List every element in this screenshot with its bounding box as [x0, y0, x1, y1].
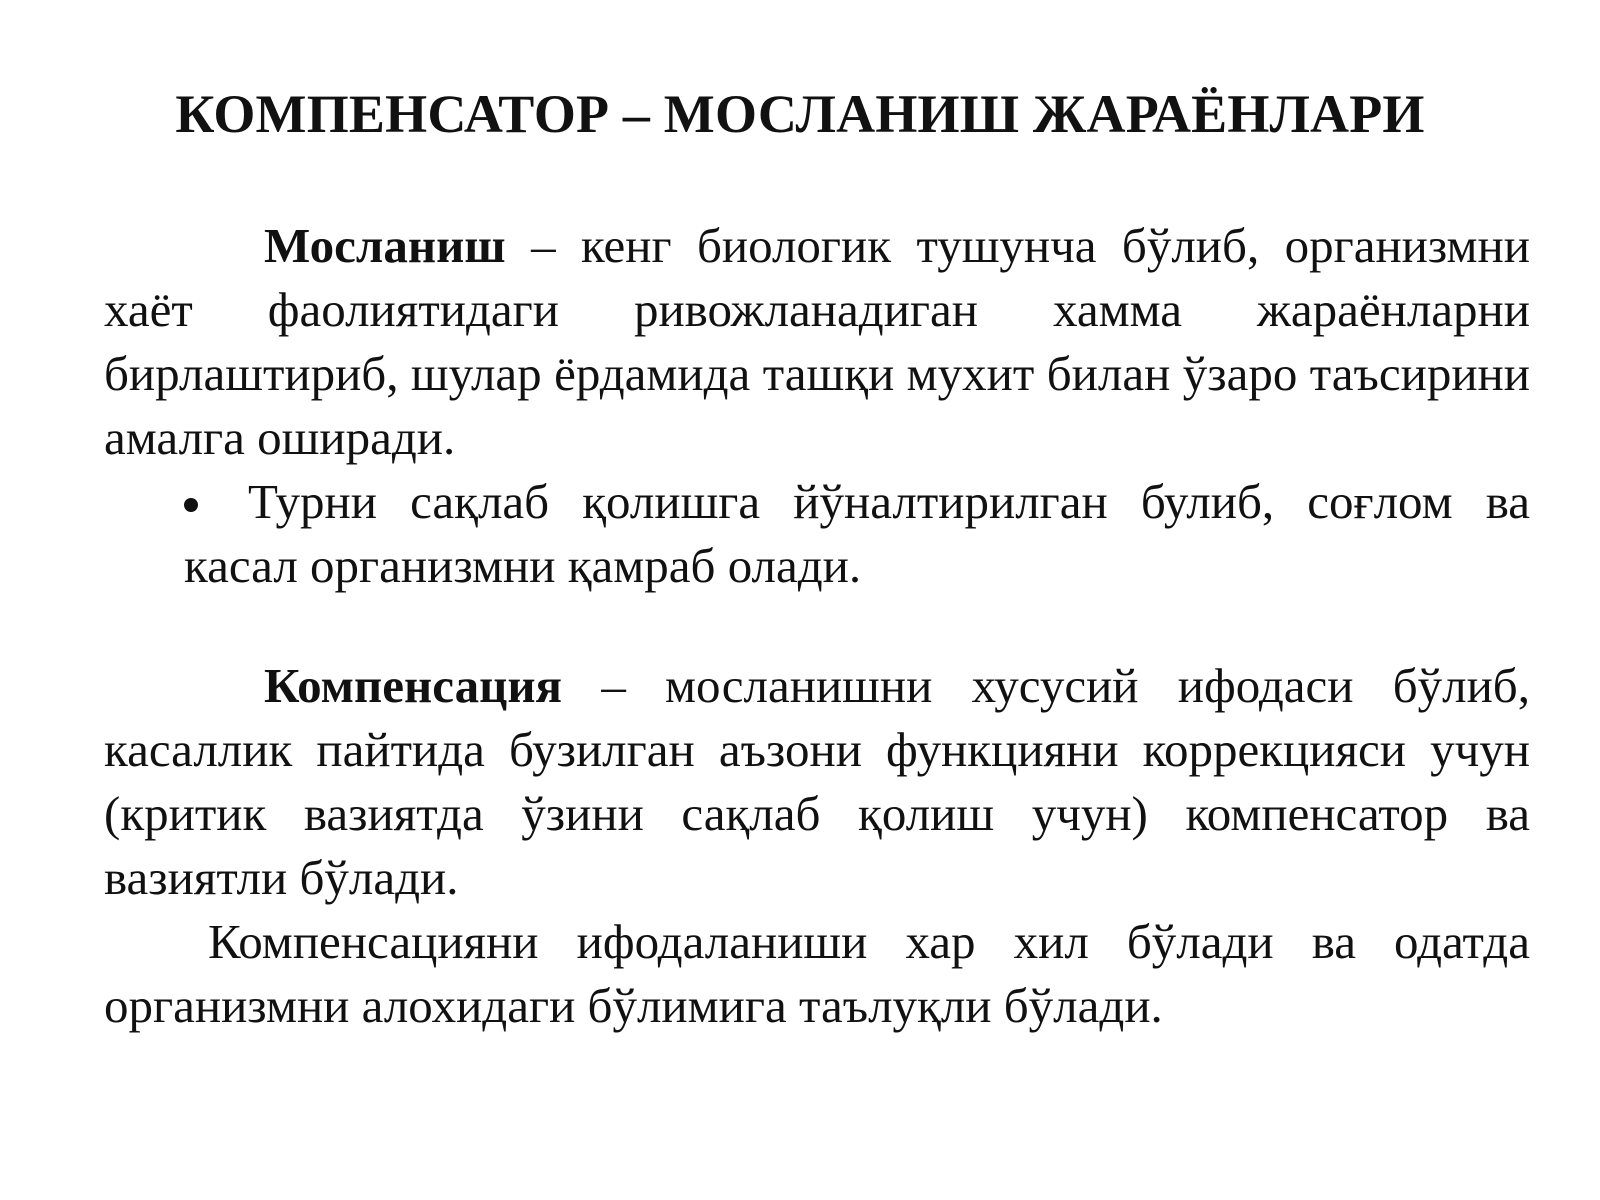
compensation-term: Компенсация: [264, 658, 563, 713]
list-item: [184, 470, 1530, 598]
bullet-text: Турни сақлаб қолишга йўналтирилган булиб, соғлом ва касал организмни қамраб олади.: [184, 474, 1530, 593]
adaptation-term: Мосланиш: [264, 218, 506, 273]
compensation-expression-paragraph: Компенсацияни ифодаланиши хар хил бўлади ва одатда организмни алохидаги бўлимига таълуқли бўлади.: [104, 914, 1530, 1033]
bullet-list: [184, 470, 1530, 598]
section-compensation: [104, 654, 1530, 1038]
section-adaptation: [104, 214, 1530, 470]
compensation-definition: – мосланишни хусусий ифодаси бўлиб, касаллик пайтида бузилган аъзони функцияни коррекцияси учун (критик вазиятда ўзини сақлаб қолиш учун) компенсатор ва вазиятли бўлади.: [104, 658, 1530, 905]
adaptation-paragraph: [104, 214, 1530, 470]
bullet-icon: [184, 498, 198, 512]
page-title: КОМПЕНСАТОР – МОСЛАНИШ ЖАРАЁНЛАРИ: [175, 84, 1425, 144]
compensation-paragraph: [104, 654, 1530, 910]
adaptation-definition: – кенг биологик тушунча бўлиб, организмни хаёт фаолиятидаги ривожланадиган хамма жараёнларни бирлаштириб, шулар ёрдамида ташқи мухит билан ўзаро таъсирини амалга оширади.: [104, 218, 1530, 465]
